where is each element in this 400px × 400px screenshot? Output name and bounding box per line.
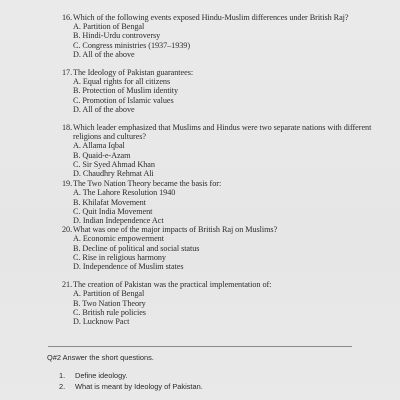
option: B. Protection of Muslim identity — [73, 86, 179, 96]
option: C. Sir Syed Ahmad Khan — [73, 159, 155, 169]
question-number: 18. — [62, 123, 73, 133]
option: A. Equal rights for all citizens — [73, 77, 171, 87]
question-text: The Two Nation Theory became the basis for: — [73, 179, 222, 189]
short-questions-heading: Q#2 Answer the short questions. — [47, 353, 154, 362]
option: C. Quit India Movement — [73, 206, 153, 216]
question-20 — [62, 225, 382, 234]
question-number: 21. — [62, 280, 73, 290]
question-19 — [62, 179, 382, 188]
short-question-text: Define ideology. — [75, 371, 128, 380]
option: C. Promotion of Islamic values — [73, 95, 174, 105]
question-number: 20. — [62, 225, 73, 235]
question-number: 17. — [62, 68, 73, 78]
short-question-item — [47, 381, 367, 392]
short-question-item — [47, 370, 367, 381]
question-text: The creation of Pakistan was the practical implementation of: — [73, 280, 272, 290]
option: D. Chaudhry Rehmat Ali — [73, 169, 154, 179]
question-16 — [62, 13, 382, 22]
option: B. Decline of political and social status — [73, 243, 200, 253]
question-text: What was one of the major impacts of British Raj on Muslims? — [73, 225, 278, 235]
option: D. Independence of Muslim states — [73, 262, 184, 272]
option: B. Quaid-e-Azam — [73, 150, 131, 160]
short-question-number: 1. — [59, 371, 66, 380]
mcq-section — [62, 13, 382, 326]
option: A. The Lahore Resolution 1940 — [73, 188, 176, 198]
short-questions-section — [47, 352, 367, 392]
section-divider — [48, 346, 352, 347]
question-21 — [62, 280, 382, 289]
option: D. All of the above — [73, 104, 135, 114]
question-number: 19. — [62, 179, 73, 189]
option: A. Partition of Bengal — [73, 289, 145, 299]
option: C. Rise in religious harmony — [73, 252, 166, 262]
question-number: 16. — [62, 13, 73, 22]
question-text: Which of the following events exposed Hindu-Muslim differences under British Raj? — [73, 13, 349, 22]
option: B. Khilafat Movement — [73, 197, 146, 207]
option: D. All of the above — [73, 49, 135, 59]
option: A. Allama Iqbal — [73, 141, 125, 151]
question-17 — [62, 68, 382, 77]
option: C. Congress ministries (1937–1939) — [73, 40, 191, 50]
question-text: Which leader emphasized that Muslims and Hindus were two separate nations with different religions and cultures? — [73, 123, 372, 142]
option: A. Economic empowerment — [73, 234, 164, 244]
option: D. Lucknow Pact — [73, 317, 130, 327]
option: D. Indian Independence Act — [73, 216, 164, 226]
short-question-number: 2. — [59, 382, 66, 391]
question-text: The Ideology of Pakistan guarantees: — [73, 68, 194, 78]
option: B. Hindi-Urdu controversy — [73, 31, 161, 41]
question-18 — [62, 123, 382, 141]
option: C. British rule policies — [73, 307, 146, 317]
option: B. Two Nation Theory — [73, 298, 146, 308]
short-question-text: What is meant by Ideology of Pakistan. — [75, 382, 203, 391]
option: A. Partition of Bengal — [73, 22, 145, 32]
